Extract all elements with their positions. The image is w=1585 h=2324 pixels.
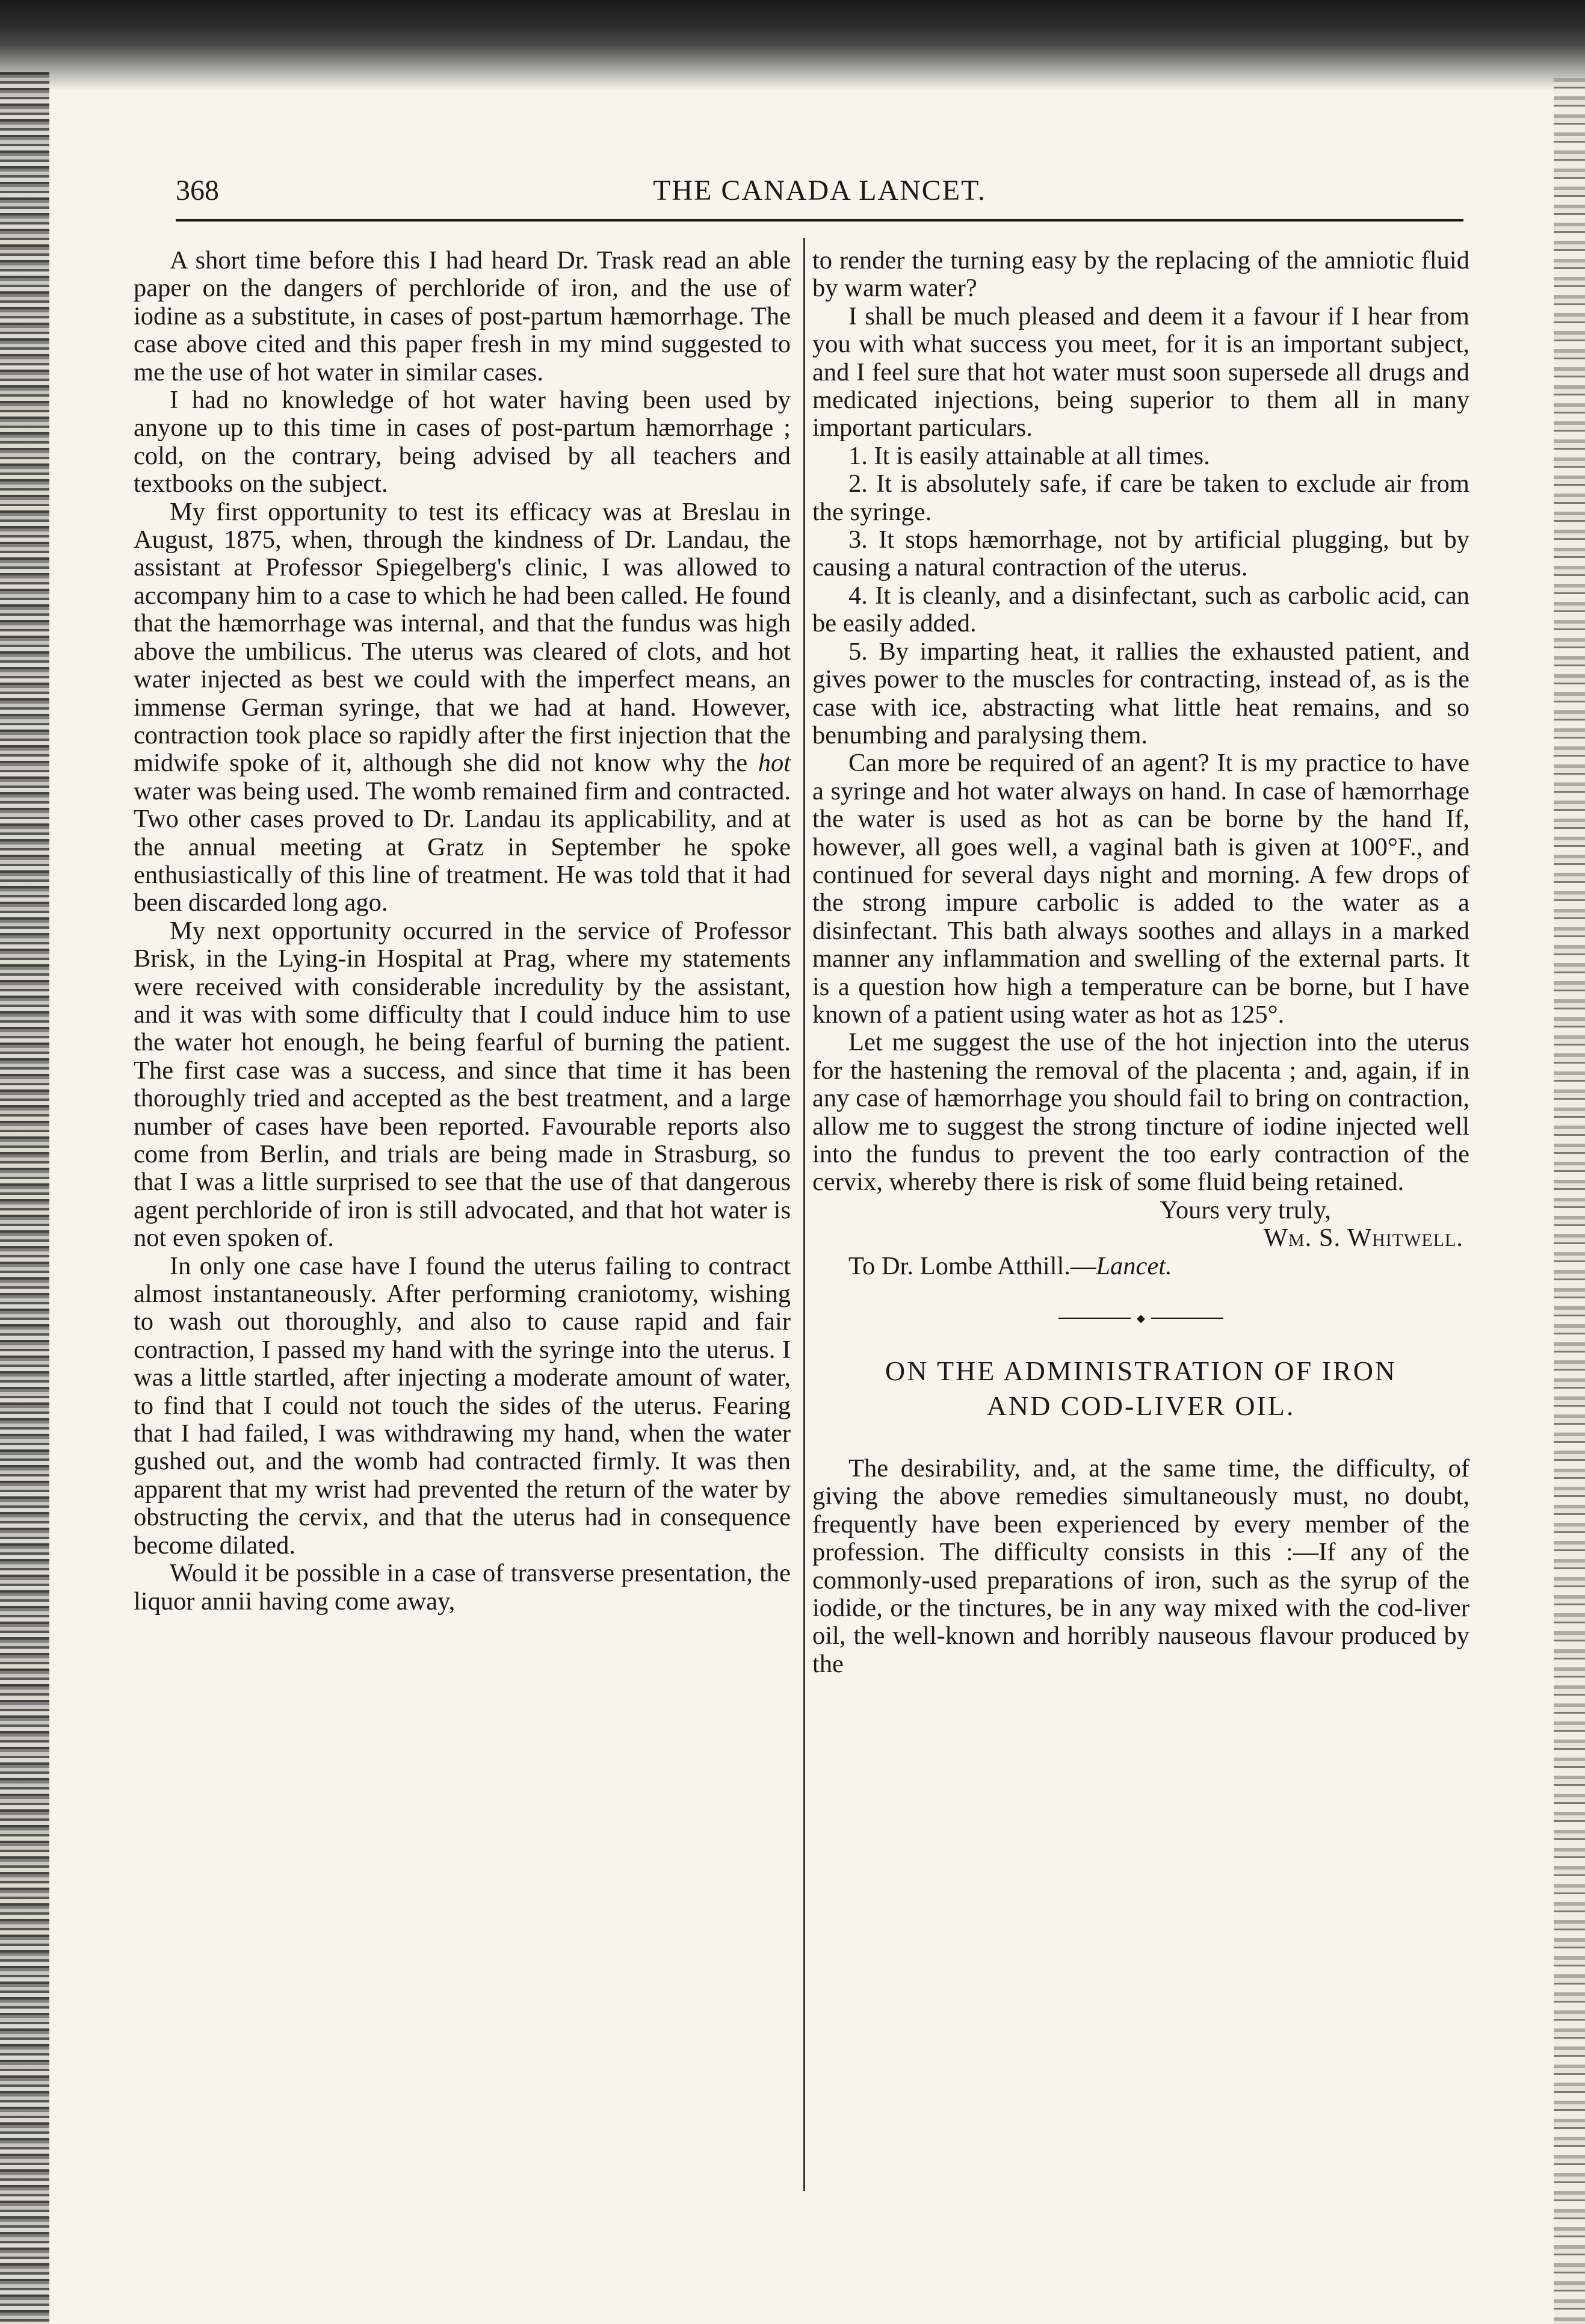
paragraph: A short time before this I had heard Dr. Trask read an able paper on the dangers of perchloride of iron, and the use of iodine as a substitute, in cases of post-partum hæmorrhage. The case above cited and this paper fresh in my mind suggested to me the use of hot water in similar cases. — [134, 246, 791, 386]
paragraph-text: My first opportunity to test its efficacy was at Breslau in August, 1875, when, through the kindness of Dr. Landau, the assistant at Professor Spiegelberg's clinic, I was allowed to accompany him to a case to which he had been called. He found that the hæmorrhage was internal, and that the fundus was high above the umbilicus. The uterus was cleared of clots, and hot water injected as best we could with the imperfect means, an immense German syringe, that we had at hand. However, contraction took place so rapidly after the first injection that the midwife spoke of it, although she did not know why the — [134, 497, 791, 778]
paragraph: I had no knowledge of hot water having been used by anyone up to this time in cases of post-partum hæmorrhage ; cold, on the contrary, being advised by all teachers and textbooks on the subject. — [134, 386, 791, 498]
recipient-text: To Dr. Lombe Atthill.— — [848, 1251, 1096, 1280]
scan-left-edge — [0, 72, 49, 2324]
section-heading-line: ON THE ADMINISTRATION OF IRON — [885, 1356, 1397, 1387]
section-heading — [812, 1354, 1469, 1424]
list-item: 5. By imparting heat, it rallies the exhausted patient, and gives power to the muscles for contracting, instead of, as is the case with ice, abstracting what little heat remains, and so benumbing and paralysing them. — [812, 637, 1469, 749]
divider-ornament: ◆ — [1137, 1312, 1145, 1324]
paragraph: Would it be possible in a case of transverse presentation, the liquor annii having come away, — [134, 1559, 791, 1616]
paragraph: Let me suggest the use of the hot injection into the uterus for the hastening the removal of the placenta ; and, again, if in any case of hæmorrhage you should fail to bring on contraction, allow me to suggest the strong tincture of iodine injected well into the fundus to prevent the too early contraction of the cervix, whereby there is risk of some fluid being retained. — [812, 1028, 1469, 1197]
list-item: 2. It is absolutely safe, if care be taken to exclude air from the syringe. — [812, 469, 1469, 526]
left-column — [134, 247, 791, 1616]
divider-line — [1151, 1318, 1223, 1319]
page-header — [176, 172, 1463, 209]
divider-line — [1058, 1318, 1131, 1319]
journal-title: THE CANADA LANCET. — [653, 175, 986, 206]
paragraph: Can more be required of an agent? It is my practice to have a syringe and hot water always on hand. In case of hæmorrhage the water is used as hot as can be borne by the hand If, however, all goes well, a vaginal bath is given at 100°F., and continued for several days night and morning. A few drops of the strong impure carbolic is added to the water as a disinfectant. This bath always soothes and allays in a marked manner any inflammation and swelling of the external parts. It is a question how high a temperature can be borne, but I have known of a patient using water as hot as 125°. — [812, 749, 1469, 1029]
letter-recipient — [812, 1253, 1469, 1280]
section-divider — [812, 1292, 1469, 1344]
page-number: 368 — [176, 175, 219, 206]
paragraph: I shall be much pleased and deem it a favour if I hear from you with what success you meet, for it is an important subject, and I feel sure that hot water must soon supersede all drugs and medicated injections, being superior to them all in many important particulars. — [812, 302, 1469, 442]
paragraph: The desirability, and, at the same time, the difficulty, of giving the above remedies simultaneously must, no doubt, frequently have been experienced by every member of the profession. The difficulty consists in this :—If any of the commonly-used preparations of iron, such as the syrup of the iodide, or the tinctures, be in any way mixed with the cod-liver oil, the well-known and horribly nauseous flavour produced by the — [812, 1454, 1469, 1678]
paragraph — [134, 498, 791, 917]
right-column — [812, 247, 1469, 1678]
list-item: 1. It is easily attainable at all times. — [848, 441, 1210, 470]
paragraph-continuation: to render the turning easy by the replacing of the amniotic fluid by warm water? — [812, 246, 1469, 303]
paragraph-text-tail: water was being used. The womb remained firm and contracted. Two other cases proved to Dr. Landau its applicability, and at the annual meeting at Gratz in September he spoke enthusiastically of this line of treatment. He was told that it had been discarded long ago. — [134, 776, 791, 917]
paragraph: In only one case have I found the uterus failing to contract almost instantaneously. After performing craniotomy, wishing to wash out thoroughly, and also to cause rapid and fair contraction, I passed my hand with the syringe into the uterus. I was a little startled, after injecting a moderate amount of water, to find that I could not touch the sides of the uterus. Fearing that I had failed, I was withdrawing my hand, when the water gushed out, and the womb had contracted firmly. It was then apparent that my wrist had prevented the return of the water by obstructing the cervix, and that the uterus had in consequence become dilated. — [134, 1251, 791, 1560]
letter-closing: Yours very truly, — [1160, 1195, 1331, 1224]
letter-signature: Wm. S. Whitwell. — [1263, 1224, 1463, 1253]
italic-hot: hot — [758, 749, 791, 778]
scan-right-edge — [1554, 78, 1585, 2324]
column-rule — [803, 238, 805, 2191]
list-item: 3. It stops hæmorrhage, not by artificial plugging, but by causing a natural contraction of the uterus. — [812, 525, 1469, 582]
header-rule — [176, 219, 1463, 222]
section-heading-line: AND COD-LIVER OIL. — [986, 1390, 1296, 1422]
paragraph: My next opportunity occurred in the service of Professor Brisk, in the Lying-in Hospital at Prag, where my statements were received with considerable incredulity by the assistant, and it was with some difficulty that I could induce him to use the water hot enough, he being fearful of burning the patient. The first case was a success, and since that time it has been thoroughly tried and accepted as the best treatment, and a large number of cases have been reported. Favourable reports also come from Berlin, and trials are being made in Strasburg, so that I was a little surprised to see that the use of that dangerous agent perchloride of iron is still advocated, and that hot water is not even spoken of. — [134, 916, 791, 1253]
list-item: 4. It is cleanly, and a disinfectant, such as carbolic acid, can be easily added. — [812, 581, 1469, 638]
scan-top-border — [0, 0, 1585, 90]
source-journal: Lancet. — [1096, 1251, 1172, 1280]
